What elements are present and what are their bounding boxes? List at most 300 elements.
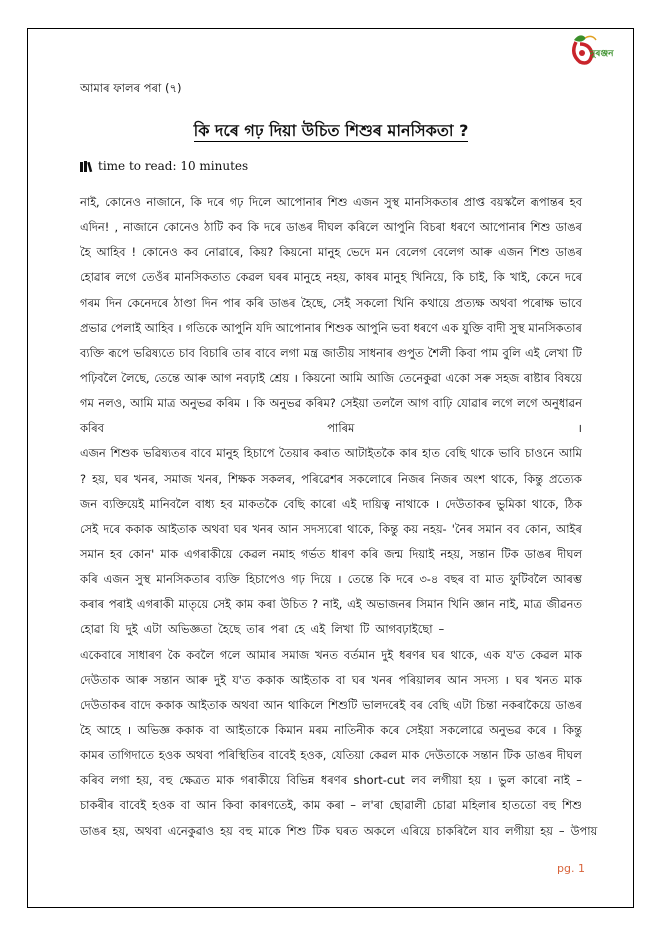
body-word: দুই <box>213 672 226 687</box>
body-word: ঠিক <box>564 496 582 511</box>
body-word: যদি <box>256 320 272 335</box>
body-word: নাই, <box>80 195 100 209</box>
body-word: এজন <box>103 572 130 587</box>
body-word: কব <box>183 245 199 260</box>
body-word: নলও, <box>98 396 126 411</box>
body-word: বেছি <box>427 697 449 712</box>
body-word: দৰে <box>565 270 582 285</box>
body-word: মানসিকতাৰ <box>156 572 210 587</box>
body-word: মানসিকতাৰ <box>404 195 459 209</box>
body-word: কৰিব <box>80 421 104 436</box>
body-word: ডাঙৰ <box>524 546 552 561</box>
body-word: খনৰ <box>252 521 274 536</box>
body-word: বয়স্কলৈ <box>490 195 525 209</box>
body-word: হিচাপে <box>243 446 275 461</box>
body-word: ঠাটি <box>204 220 224 235</box>
body-word: পঢ়িবলৈ <box>80 370 117 385</box>
body-word: আন <box>196 798 217 813</box>
body-word: আৰু <box>470 245 493 260</box>
body-word: । <box>577 421 582 436</box>
body-word: আহিব <box>96 245 126 260</box>
body-word: চাকৰিলৈ <box>436 823 477 838</box>
body-line <box>80 643 582 668</box>
body-word: পেলাই <box>110 320 141 335</box>
body-word: মাকতকৈ <box>238 496 278 511</box>
body-word: এক <box>441 320 459 335</box>
article-title-text: কি দৰে গঢ় দিয়া উচিত শিশুৰ মানসিকতা ? <box>193 121 469 140</box>
body-word: কৈ <box>167 647 181 662</box>
body-word: ডাঙৰ <box>555 220 582 235</box>
body-word: আৰু <box>184 370 207 385</box>
body-word: মানুহ <box>317 245 341 260</box>
body-word: ? <box>80 471 87 486</box>
body-word: জাতীয় <box>322 345 355 360</box>
body-word: – <box>438 622 445 637</box>
body-word: গৰাকীয়ে <box>240 773 281 788</box>
body-word: ? <box>311 597 319 612</box>
body-word: সাধাৰণ <box>127 647 162 662</box>
body-word: পৰাই <box>108 597 133 612</box>
body-word: কৰি <box>80 572 98 587</box>
body-word: এটা <box>143 622 162 637</box>
body-word: সিমান <box>416 597 444 612</box>
body-word: কেৱল <box>530 647 559 662</box>
body-word: ঘৰত <box>335 823 358 838</box>
body-word: হয়, <box>136 773 153 788</box>
body-word: শিশু <box>327 195 348 209</box>
body-word: ! <box>131 245 137 260</box>
body-word: । <box>293 370 298 385</box>
body-word: হাত <box>422 446 440 461</box>
body-word: ডাঙৰ <box>80 823 107 838</box>
body-word: কৰি <box>360 546 379 561</box>
body-word: যোৱাৰ <box>456 396 488 411</box>
body-word: এক <box>483 647 501 662</box>
body-word: নাতিনীক <box>334 722 375 737</box>
body-word: কাৰ <box>399 446 418 461</box>
body-word: আন <box>447 672 468 687</box>
body-word: আমি <box>130 396 153 411</box>
body-word: আইতাক <box>187 697 227 712</box>
body-word: নহয়, <box>326 270 350 285</box>
body-line <box>80 291 582 316</box>
body-word: শিশু <box>529 245 550 260</box>
body-word: আন <box>263 697 284 712</box>
body-word: কি <box>247 220 259 235</box>
body-word: – <box>576 773 582 788</box>
body-word: এজন <box>80 446 106 461</box>
body-word: বৰ্তমান <box>343 647 376 662</box>
body-word: কিবা <box>222 798 244 813</box>
body-word: লগা <box>280 345 300 360</box>
body-word: কেৱল <box>369 748 397 763</box>
article-title <box>0 118 662 145</box>
body-line <box>80 668 582 693</box>
body-word: হৈ <box>80 245 91 260</box>
body-word: ৩-৪ <box>419 572 439 587</box>
body-word: কি <box>253 396 265 411</box>
body-word: শৈলী <box>427 345 451 360</box>
body-word: নকৰাকৈয়ে <box>502 697 551 712</box>
body-word: কিয়? <box>249 245 274 260</box>
body-word: তললৈ <box>372 396 404 411</box>
body-word: হয়, <box>112 823 129 838</box>
body-word: । <box>337 572 342 587</box>
body-word: যি <box>109 622 120 637</box>
body-word: এই <box>347 597 362 612</box>
body-word: যাব <box>482 823 499 838</box>
body-word: বা <box>335 672 346 687</box>
body-word: থাকে <box>470 446 494 461</box>
body-word: কোনেও <box>105 195 141 209</box>
body-word: নিজৰ <box>430 471 458 486</box>
body-word: আন <box>278 521 299 536</box>
body-word: কিয়নো <box>302 370 336 385</box>
body-word: মাক <box>160 546 178 561</box>
body-word: নাজানে <box>123 220 159 235</box>
body-word: শিশু <box>562 798 582 813</box>
body-word: হওক <box>152 798 175 813</box>
body-word: বৰ <box>410 697 423 712</box>
body-word: তৈয়াৰ <box>279 446 309 461</box>
body-word: পৰোক্ষ <box>522 295 554 310</box>
body-word: সেই <box>332 295 351 310</box>
body-word: গতিকে <box>185 320 218 335</box>
body-word: দৰে <box>103 521 121 536</box>
body-word: অকলে <box>363 823 395 838</box>
body-line <box>80 441 582 466</box>
body-word: বাবেই <box>269 748 296 763</box>
body-word: নাই, <box>499 597 520 612</box>
body-word: আগ <box>210 370 232 385</box>
body-word: দিন <box>201 295 218 310</box>
body-word: হব <box>569 195 582 209</box>
body-word: উচিত <box>280 597 308 612</box>
body-word: আপুনি <box>383 220 415 235</box>
body-line <box>80 492 582 517</box>
body-word: মাক <box>564 647 582 662</box>
body-word: মন্ত্ৰ <box>303 345 319 360</box>
body-word: শিশুক <box>110 446 139 461</box>
body-word: জন্ম <box>384 546 404 561</box>
body-word: জীৱনত <box>546 597 582 612</box>
body-line <box>80 542 582 567</box>
body-word: বাবেই <box>119 798 147 813</box>
body-word: থাকে, <box>490 471 518 486</box>
body-word: বিচাৰি <box>199 345 228 360</box>
body-line <box>80 316 582 341</box>
body-word: বেছি <box>283 496 305 511</box>
body-word: লগে <box>517 396 538 411</box>
body-line <box>80 617 582 642</box>
body-word: বিষয়ে <box>554 370 582 385</box>
body-word: কথায়ে <box>419 295 450 310</box>
body-word: । <box>504 672 509 687</box>
body-word: আপোনাৰ <box>276 195 323 209</box>
body-line <box>80 718 582 743</box>
body-word: সমাজ <box>164 471 192 486</box>
body-word: । <box>126 722 132 737</box>
body-word: কোনেও <box>163 220 200 235</box>
body-word: আগবঢ়াইছো <box>375 622 433 637</box>
body-word: মহিলাৰ <box>462 798 496 813</box>
body-line <box>80 517 582 542</box>
body-word: দুই <box>125 622 138 637</box>
body-word: আমি <box>558 446 582 461</box>
body-word: ৰূপান্তৰ <box>530 195 565 209</box>
body-word: টি <box>359 622 370 637</box>
body-word: ছোৱালী <box>389 798 426 813</box>
body-word: এগৰাকীয়ে <box>184 546 233 561</box>
body-word: কোনেও <box>142 245 178 260</box>
body-word: গঢ় <box>229 195 244 209</box>
body-word: কিয়নো <box>279 245 312 260</box>
body-word: ডাঙৰ <box>555 245 582 260</box>
body-word: বাবে <box>255 345 276 360</box>
body-word: সমান <box>477 521 502 536</box>
body-word: ভুমিকা <box>496 496 527 511</box>
body-word: ল'ৰা <box>362 798 384 813</box>
body-word: সদস্য <box>473 672 499 687</box>
body-line <box>80 693 582 718</box>
body-word: সেই <box>80 521 99 536</box>
body-word: ঠাণ্ডা <box>173 295 197 310</box>
body-word: সুস্থ <box>509 320 525 335</box>
body-word: কিন্তু <box>562 722 582 737</box>
body-word: চোৱা <box>432 798 457 813</box>
body-word: হব <box>220 496 233 511</box>
body-word: এই <box>524 345 540 360</box>
body-word: হওক <box>158 748 182 763</box>
body-word: কৰে <box>527 722 547 737</box>
body-word: এনেকুৱাও <box>167 823 215 838</box>
body-word: শিশুক <box>325 320 353 335</box>
body-word: অনুভৱ <box>269 396 302 411</box>
body-word: সকলোৱে <box>439 722 483 737</box>
body-word: থাকে, <box>450 647 478 662</box>
body-word: বছৰ <box>444 572 464 587</box>
body-word: সন্তান <box>153 672 180 687</box>
body-word: পাৰ <box>223 295 241 310</box>
body-word: ব্যক্তিয়েই <box>102 496 145 511</box>
body-word: কৰি <box>245 295 264 310</box>
body-word: বেলেগ <box>395 245 427 260</box>
body-word: দেউতাকৰ <box>80 697 126 712</box>
body-word: আৰু <box>125 672 148 687</box>
body-word: সকলোৰে <box>349 471 392 486</box>
body-word: পাম <box>480 345 499 360</box>
body-word: সৰু <box>474 370 491 385</box>
body-word: , <box>114 220 119 235</box>
body-word: বহু <box>542 798 556 813</box>
body-word: কি <box>452 270 464 285</box>
body-word: ঘৰ <box>431 647 445 662</box>
body-word: মানুহে <box>293 270 321 285</box>
body-word: সুস্থ <box>135 572 151 587</box>
body-word: কাৰো <box>521 773 548 788</box>
body-word: ভুল <box>498 773 516 788</box>
body-line <box>80 592 582 617</box>
body-word: হে <box>294 622 305 637</box>
body-word: শিশু <box>286 823 307 838</box>
body-line <box>80 819 598 844</box>
body-word: অভিজ্ঞ <box>137 722 170 737</box>
body-word: কাম <box>235 597 254 612</box>
body-word: ধৰণে <box>413 320 438 335</box>
body-word: আহে <box>96 722 121 737</box>
body-word: আৰম্ভ <box>553 572 582 587</box>
body-word: ককাক <box>176 722 204 737</box>
body-word: বিচৰা <box>419 220 446 235</box>
body-word: সেই <box>212 597 231 612</box>
body-word: বুলি <box>502 345 521 360</box>
body-word: ধৰণৰ <box>399 647 426 662</box>
body-word: সহজ <box>495 370 520 385</box>
body-word: থাকে, <box>347 521 374 536</box>
body-word: বাঢ়ি <box>433 396 453 411</box>
body-word: শিক্ষক <box>228 471 256 486</box>
body-word: নহয়- <box>423 521 447 536</box>
books-icon <box>80 161 94 172</box>
body-line <box>80 366 582 391</box>
body-word: বাধ্য <box>195 496 215 511</box>
body-word: এটা <box>453 697 472 712</box>
body-word: কোন' <box>128 546 155 561</box>
body-word: দিয়াই <box>409 546 435 561</box>
body-word: । <box>177 320 182 335</box>
body-word: হোৱাৰ <box>80 270 111 285</box>
body-word: নহয়, <box>440 546 464 561</box>
body-word: নাথাকে <box>395 496 429 511</box>
body-word: হাততো <box>502 798 537 813</box>
body-word: short-cut <box>353 773 405 788</box>
body-word: হৈ <box>80 722 91 737</box>
body-word: আহিব <box>144 320 174 335</box>
body-line <box>80 416 582 441</box>
body-word: ব্যক্তি <box>80 345 104 360</box>
body-word: মাক <box>401 748 420 763</box>
body-word: অথবা <box>231 697 259 712</box>
body-word: নবঢ়াই <box>236 370 265 385</box>
body-word: কাৰণতেই, <box>249 798 297 813</box>
body-line <box>80 190 582 215</box>
body-word: তেওঁৰ <box>141 270 170 285</box>
body-word: এজন <box>498 245 524 260</box>
body-word: নমাহ <box>272 546 295 561</box>
body-word: গলে <box>219 647 241 662</box>
body-word: মাক <box>564 672 582 687</box>
body-word: দেউতাকে <box>424 748 469 763</box>
body-word: আপোনাৰ <box>479 220 526 235</box>
body-word: লগীয়া <box>504 823 535 838</box>
body-word: গৰ্ভত <box>300 546 326 561</box>
body-word: ভাবি <box>498 446 521 461</box>
body-word: মাত্ৰ <box>157 396 176 411</box>
body-word: সমান <box>80 546 104 561</box>
body-word: হিচাপেও <box>245 572 286 587</box>
body-word: উপায় <box>570 823 598 838</box>
body-word: এদিন! <box>80 220 110 235</box>
body-word: একেবাৰে <box>80 647 122 662</box>
body-word: ডাঙৰ <box>555 697 582 712</box>
body-word: হৈছে <box>218 622 241 637</box>
body-word: ধৰণে <box>450 220 475 235</box>
body-word: শিশুটি <box>327 697 358 712</box>
body-word: মাতৃয়ে <box>178 597 209 612</box>
body-word: এজন <box>352 195 379 209</box>
body-word: ৰূপে <box>108 345 130 360</box>
body-word: লগীয়া <box>432 773 462 788</box>
body-word: কি <box>190 195 202 209</box>
body-word: । <box>244 396 250 411</box>
body-word: লব <box>411 773 427 788</box>
body-word: কৰিব <box>80 773 104 788</box>
article-body <box>80 190 598 844</box>
body-word: আপোনাৰ <box>275 320 322 335</box>
body-word: কাৰো <box>310 496 336 511</box>
body-word: বহু <box>238 823 253 838</box>
body-word: কৰিম? <box>305 396 336 411</box>
body-word: গঢ় <box>291 572 305 587</box>
body-word: ডাঙৰ <box>269 295 296 310</box>
body-word: কৰা <box>326 798 345 813</box>
body-word: দিলে <box>248 195 272 209</box>
body-word: নাজানে, <box>146 195 185 209</box>
body-word: হব <box>110 546 123 561</box>
body-word: ডাঙৰ <box>525 748 553 763</box>
body-word: চাব <box>179 345 195 360</box>
body-word: হৈছে, <box>301 295 327 310</box>
body-word: বাবে <box>190 446 212 461</box>
body-line <box>80 743 582 768</box>
body-word: লৈছে, <box>121 370 150 385</box>
body-word: চাওনে <box>524 446 555 461</box>
body-word: শিশু <box>530 220 551 235</box>
body-line <box>80 265 582 290</box>
body-word: বা <box>209 722 220 737</box>
body-word: টি <box>572 345 582 360</box>
body-word: দিয়ে <box>310 572 332 587</box>
body-word: 'নৈৰ <box>451 521 473 536</box>
body-word: সকলৰ, <box>261 471 296 486</box>
body-word: জ্ঞান <box>473 597 495 612</box>
body-word: হয় <box>468 773 481 788</box>
body-line <box>80 240 582 265</box>
body-word: এৰিয়ে <box>400 823 431 838</box>
body-word: খনত <box>535 672 558 687</box>
body-word: সদস্যৰো <box>303 521 342 536</box>
body-word: সন্তান <box>473 748 499 763</box>
body-line <box>80 567 582 592</box>
body-word: কিন্তু <box>379 521 399 536</box>
body-word: অনুভৱ <box>180 396 212 411</box>
body-word: সাধনাৰ <box>358 345 393 360</box>
body-word: ভৱিষ্যতৰ <box>143 446 187 461</box>
body-word: তাৰ <box>232 345 251 360</box>
body-word: অনুভৱ <box>489 722 521 737</box>
body-word: হোৱা <box>80 622 104 637</box>
body-word: মানুহ <box>383 270 407 285</box>
body-word: প্ৰত্যক্ষ <box>454 295 485 310</box>
body-word: আপুনি <box>356 320 388 335</box>
body-line <box>80 215 582 240</box>
body-word: ডাঙৰ <box>286 220 313 235</box>
body-word: অথবা <box>489 295 517 310</box>
body-word: সমাজ <box>281 647 310 662</box>
body-word: বব <box>506 521 520 536</box>
body-word: আমাৰ <box>246 647 276 662</box>
body-word: দেউতাকৰ <box>445 496 491 511</box>
